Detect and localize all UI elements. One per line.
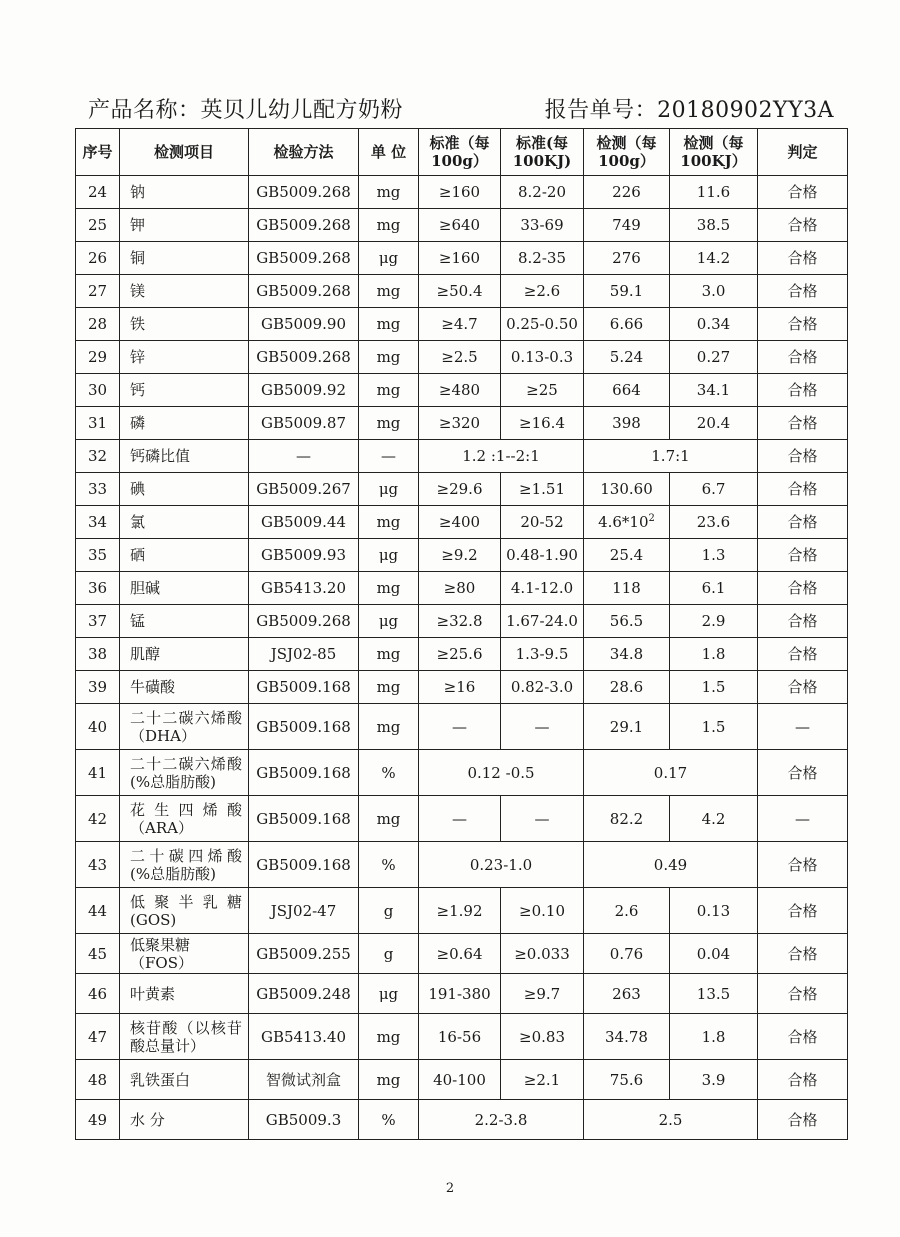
verdict: 合格 [758, 1014, 848, 1060]
standard-per-100g: ≥29.6 [419, 473, 501, 506]
unit: — [359, 440, 419, 473]
test-item [120, 750, 249, 796]
standard-value: 0.23-1.0 [419, 842, 584, 888]
standard-per-100g: ≥0.64 [419, 934, 501, 974]
test-item: 锌 [120, 341, 249, 374]
verdict: 合格 [758, 341, 848, 374]
col-header-test-100kj: 检测（每100KJ） [670, 129, 758, 176]
test-method: GB5009.255 [249, 934, 359, 974]
verdict: — [758, 704, 848, 750]
verdict: — [758, 796, 848, 842]
test-per-100g: 664 [584, 374, 670, 407]
test-method: GB5009.268 [249, 341, 359, 374]
test-per-100g: 398 [584, 407, 670, 440]
verdict: 合格 [758, 275, 848, 308]
table-row [76, 539, 848, 572]
test-item [120, 842, 249, 888]
standard-per-100kj: ≥0.10 [501, 888, 584, 934]
table-row [76, 1100, 848, 1140]
test-method: GB5009.93 [249, 539, 359, 572]
standard-per-100kj: ≥16.4 [501, 407, 584, 440]
test-method: GB5009.168 [249, 704, 359, 750]
test-item: 叶黄素 [120, 974, 249, 1014]
row-number: 42 [76, 796, 120, 842]
table-row [76, 842, 848, 888]
verdict: 合格 [758, 176, 848, 209]
test-per-100g: 28.6 [584, 671, 670, 704]
test-per-100g: 2.6 [584, 888, 670, 934]
test-per-100g: 25.4 [584, 539, 670, 572]
standard-per-100kj: 4.1-12.0 [501, 572, 584, 605]
test-per-100g: 130.60 [584, 473, 670, 506]
table-row [76, 638, 848, 671]
test-item: 钠 [120, 176, 249, 209]
standard-per-100g: ≥4.7 [419, 308, 501, 341]
standard-per-100g: ≥32.8 [419, 605, 501, 638]
test-item: 水 分 [120, 1100, 249, 1140]
row-number: 46 [76, 974, 120, 1014]
standard-value: 0.12 -0.5 [419, 750, 584, 796]
test-method: GB5413.20 [249, 572, 359, 605]
row-number: 40 [76, 704, 120, 750]
standard-per-100g: 16-56 [419, 1014, 501, 1060]
test-item: 钾 [120, 209, 249, 242]
col-header-no: 序号 [76, 129, 120, 176]
test-item: 低聚果糖（FOS） [120, 934, 249, 974]
test-item: 镁 [120, 275, 249, 308]
row-number: 35 [76, 539, 120, 572]
test-per-100kj: 1.5 [670, 671, 758, 704]
unit: mg [359, 176, 419, 209]
unit: mg [359, 638, 419, 671]
table-row [76, 242, 848, 275]
test-per-100g: 34.78 [584, 1014, 670, 1060]
unit: mg [359, 1060, 419, 1100]
standard-per-100kj: 1.67-24.0 [501, 605, 584, 638]
table-row [76, 209, 848, 242]
standard-per-100kj: ≥2.1 [501, 1060, 584, 1100]
col-header-std-100kj: 标准(每100KJ) [501, 129, 584, 176]
row-number: 24 [76, 176, 120, 209]
test-per-100kj: 3.0 [670, 275, 758, 308]
col-header-test-100g: 检测（每100g） [584, 129, 670, 176]
row-number: 45 [76, 934, 120, 974]
unit: % [359, 842, 419, 888]
test-per-100g: 29.1 [584, 704, 670, 750]
test-method: GB5009.168 [249, 750, 359, 796]
verdict: 合格 [758, 671, 848, 704]
test-method: GB5413.40 [249, 1014, 359, 1060]
standard-per-100kj: ≥1.51 [501, 473, 584, 506]
test-per-100kj: 23.6 [670, 506, 758, 539]
standard-per-100kj: ≥25 [501, 374, 584, 407]
table-row [76, 796, 848, 842]
test-item-line2: （DHA） [130, 726, 196, 745]
test-per-100kj: 2.9 [670, 605, 758, 638]
test-item-line1: 低聚半乳糖 [130, 892, 242, 911]
table-row [76, 341, 848, 374]
row-number: 41 [76, 750, 120, 796]
test-per-100kj: 34.1 [670, 374, 758, 407]
verdict: 合格 [758, 473, 848, 506]
col-header-method: 检验方法 [249, 129, 359, 176]
row-number: 48 [76, 1060, 120, 1100]
standard-per-100kj: 20-52 [501, 506, 584, 539]
standard-per-100g: ≥80 [419, 572, 501, 605]
test-item-line2: (GOS) [130, 910, 177, 929]
test-item [120, 888, 249, 934]
row-number: 29 [76, 341, 120, 374]
test-method: GB5009.268 [249, 176, 359, 209]
table-row [76, 572, 848, 605]
table-row [76, 888, 848, 934]
standard-per-100g: 191-380 [419, 974, 501, 1014]
row-number: 38 [76, 638, 120, 671]
unit: μg [359, 539, 419, 572]
row-number: 36 [76, 572, 120, 605]
table-row [76, 176, 848, 209]
unit: g [359, 888, 419, 934]
test-per-100kj: 4.2 [670, 796, 758, 842]
test-method: GB5009.3 [249, 1100, 359, 1140]
standard-per-100kj: ≥0.033 [501, 934, 584, 974]
standard-per-100g: ≥160 [419, 242, 501, 275]
test-per-100kj: 3.9 [670, 1060, 758, 1100]
standard-per-100kj: — [501, 704, 584, 750]
test-method: JSJ02-85 [249, 638, 359, 671]
unit: % [359, 750, 419, 796]
verdict: 合格 [758, 539, 848, 572]
test-per-100g: 749 [584, 209, 670, 242]
test-method: GB5009.44 [249, 506, 359, 539]
row-number: 44 [76, 888, 120, 934]
test-per-100kj: 0.04 [670, 934, 758, 974]
test-item: 氯 [120, 506, 249, 539]
test-item: 锰 [120, 605, 249, 638]
standard-per-100kj: ≥2.6 [501, 275, 584, 308]
col-header-verdict: 判定 [758, 129, 848, 176]
standard-per-100kj: 8.2-20 [501, 176, 584, 209]
table-row [76, 750, 848, 796]
row-number: 37 [76, 605, 120, 638]
test-item: 硒 [120, 539, 249, 572]
verdict: 合格 [758, 440, 848, 473]
unit: mg [359, 341, 419, 374]
standard-per-100kj: ≥0.83 [501, 1014, 584, 1060]
test-per-100g: 276 [584, 242, 670, 275]
test-per-100g: 5.24 [584, 341, 670, 374]
test-value: 0.49 [584, 842, 758, 888]
row-number: 47 [76, 1014, 120, 1060]
test-per-100g: 59.1 [584, 275, 670, 308]
test-item-line1: 二十二碳六烯酸 [130, 754, 242, 773]
test-per-100kj: 1.8 [670, 1014, 758, 1060]
table-row [76, 473, 848, 506]
test-item: 牛磺酸 [120, 671, 249, 704]
row-number: 32 [76, 440, 120, 473]
row-number: 28 [76, 308, 120, 341]
test-per-100kj: 13.5 [670, 974, 758, 1014]
test-item-line2: （ARA） [130, 818, 193, 837]
row-number: 43 [76, 842, 120, 888]
test-per-100g: 34.8 [584, 638, 670, 671]
table-row [76, 605, 848, 638]
standard-per-100g: ≥50.4 [419, 275, 501, 308]
test-item [120, 1014, 249, 1060]
value-exponent: 2 [648, 513, 655, 524]
col-header-unit: 单 位 [359, 129, 419, 176]
table-row [76, 374, 848, 407]
test-item: 磷 [120, 407, 249, 440]
test-per-100g: 0.76 [584, 934, 670, 974]
standard-per-100g: ≥1.92 [419, 888, 501, 934]
test-item: 乳铁蛋白 [120, 1060, 249, 1100]
row-number: 31 [76, 407, 120, 440]
unit: mg [359, 209, 419, 242]
verdict: 合格 [758, 209, 848, 242]
test-method: GB5009.268 [249, 209, 359, 242]
standard-per-100kj: 0.48-1.90 [501, 539, 584, 572]
standard-per-100g: — [419, 796, 501, 842]
test-per-100kj: 1.5 [670, 704, 758, 750]
standard-per-100kj: 8.2-35 [501, 242, 584, 275]
row-number: 30 [76, 374, 120, 407]
test-method: — [249, 440, 359, 473]
test-method: GB5009.168 [249, 842, 359, 888]
table-row [76, 704, 848, 750]
test-method: GB5009.168 [249, 671, 359, 704]
test-method: GB5009.248 [249, 974, 359, 1014]
test-per-100kj: 0.13 [670, 888, 758, 934]
row-number: 33 [76, 473, 120, 506]
unit: mg [359, 796, 419, 842]
row-number: 27 [76, 275, 120, 308]
col-header-std-100g: 标准（每100g） [419, 129, 501, 176]
standard-per-100kj: — [501, 796, 584, 842]
test-item-line2: (%总脂肪酸) [130, 772, 216, 791]
standard-per-100g: ≥25.6 [419, 638, 501, 671]
verdict: 合格 [758, 888, 848, 934]
standard-per-100kj: 0.82-3.0 [501, 671, 584, 704]
test-method: GB5009.268 [249, 605, 359, 638]
test-method: GB5009.87 [249, 407, 359, 440]
test-method: GB5009.92 [249, 374, 359, 407]
verdict: 合格 [758, 1060, 848, 1100]
standard-per-100kj: 33-69 [501, 209, 584, 242]
standard-per-100g: ≥9.2 [419, 539, 501, 572]
test-per-100kj: 0.34 [670, 308, 758, 341]
table-header-row [76, 129, 848, 176]
unit: mg [359, 671, 419, 704]
test-per-100kj: 38.5 [670, 209, 758, 242]
test-item: 钙 [120, 374, 249, 407]
test-item-line1: 花生四烯酸 [130, 800, 242, 819]
standard-per-100kj: 0.13-0.3 [501, 341, 584, 374]
standard-per-100kj: ≥9.7 [501, 974, 584, 1014]
verdict: 合格 [758, 638, 848, 671]
product-name: 产品名称：英贝儿幼儿配方奶粉 [88, 98, 404, 123]
test-item-line1: 核苷酸（以核苷 [130, 1018, 242, 1037]
standard-per-100g: ≥2.5 [419, 341, 501, 374]
unit: mg [359, 572, 419, 605]
verdict: 合格 [758, 374, 848, 407]
verdict: 合格 [758, 506, 848, 539]
test-item: 肌醇 [120, 638, 249, 671]
row-number: 34 [76, 506, 120, 539]
test-per-100g [584, 506, 670, 539]
test-item-line1: 二十碳四烯酸 [130, 846, 242, 865]
table-row [76, 308, 848, 341]
table-row [76, 407, 848, 440]
standard-per-100kj: 0.25-0.50 [501, 308, 584, 341]
report-header [88, 90, 834, 124]
unit: g [359, 934, 419, 974]
test-method: GB5009.90 [249, 308, 359, 341]
verdict: 合格 [758, 407, 848, 440]
test-method: GB5009.267 [249, 473, 359, 506]
test-per-100kj: 6.7 [670, 473, 758, 506]
test-method: JSJ02-47 [249, 888, 359, 934]
standard-per-100g: ≥160 [419, 176, 501, 209]
unit: mg [359, 506, 419, 539]
table-row [76, 671, 848, 704]
test-item: 铁 [120, 308, 249, 341]
verdict: 合格 [758, 974, 848, 1014]
verdict: 合格 [758, 934, 848, 974]
test-value: 0.17 [584, 750, 758, 796]
unit: μg [359, 242, 419, 275]
test-per-100g: 263 [584, 974, 670, 1014]
standard-per-100g: ≥320 [419, 407, 501, 440]
standard-per-100g: ≥400 [419, 506, 501, 539]
verdict: 合格 [758, 605, 848, 638]
unit: μg [359, 473, 419, 506]
test-method: GB5009.268 [249, 242, 359, 275]
test-per-100kj: 11.6 [670, 176, 758, 209]
test-item: 铜 [120, 242, 249, 275]
table-row [76, 275, 848, 308]
test-per-100kj: 1.3 [670, 539, 758, 572]
verdict: 合格 [758, 1100, 848, 1140]
test-per-100kj: 20.4 [670, 407, 758, 440]
test-per-100kj: 1.8 [670, 638, 758, 671]
standard-value: 2.2-3.8 [419, 1100, 584, 1140]
test-method: GB5009.168 [249, 796, 359, 842]
unit: μg [359, 974, 419, 1014]
row-number: 49 [76, 1100, 120, 1140]
unit: mg [359, 308, 419, 341]
standard-per-100g: ≥16 [419, 671, 501, 704]
value-base: 4.6*10 [598, 513, 649, 531]
verdict: 合格 [758, 842, 848, 888]
col-header-item: 检测项目 [120, 129, 249, 176]
standard-value: 1.2 :1--2:1 [419, 440, 584, 473]
test-per-100g: 75.6 [584, 1060, 670, 1100]
table-row [76, 1014, 848, 1060]
verdict: 合格 [758, 572, 848, 605]
test-item [120, 704, 249, 750]
test-value: 2.5 [584, 1100, 758, 1140]
test-value: 1.7:1 [584, 440, 758, 473]
test-method: GB5009.268 [249, 275, 359, 308]
standard-per-100g: — [419, 704, 501, 750]
verdict: 合格 [758, 242, 848, 275]
unit: mg [359, 704, 419, 750]
verdict: 合格 [758, 750, 848, 796]
verdict: 合格 [758, 308, 848, 341]
test-item [120, 796, 249, 842]
test-method: 智微试剂盒 [249, 1060, 359, 1100]
standard-per-100g: ≥640 [419, 209, 501, 242]
test-item: 胆碱 [120, 572, 249, 605]
test-per-100g: 118 [584, 572, 670, 605]
test-per-100kj: 6.1 [670, 572, 758, 605]
page-number: 2 [445, 1181, 455, 1196]
test-per-100g: 226 [584, 176, 670, 209]
standard-per-100g: 40-100 [419, 1060, 501, 1100]
test-item-line1: 二十二碳六烯酸 [130, 708, 242, 727]
unit: % [359, 1100, 419, 1140]
row-number: 39 [76, 671, 120, 704]
table-row [76, 1060, 848, 1100]
unit: mg [359, 407, 419, 440]
unit: mg [359, 275, 419, 308]
unit: μg [359, 605, 419, 638]
table-row [76, 974, 848, 1014]
test-per-100g: 6.66 [584, 308, 670, 341]
standard-per-100g: ≥480 [419, 374, 501, 407]
report-number: 报告单号：20180902YY3A [544, 98, 834, 123]
test-per-100kj: 14.2 [670, 242, 758, 275]
table-row [76, 506, 848, 539]
standard-per-100kj: 1.3-9.5 [501, 638, 584, 671]
test-item-line2: (%总脂肪酸) [130, 864, 216, 883]
unit: mg [359, 1014, 419, 1060]
table-row [76, 440, 848, 473]
test-per-100g: 56.5 [584, 605, 670, 638]
test-per-100kj: 0.27 [670, 341, 758, 374]
row-number: 25 [76, 209, 120, 242]
table-row [76, 934, 848, 974]
test-per-100g: 82.2 [584, 796, 670, 842]
test-item: 碘 [120, 473, 249, 506]
unit: mg [359, 374, 419, 407]
row-number: 26 [76, 242, 120, 275]
test-item-line2: 酸总量计） [130, 1036, 206, 1055]
inspection-table [75, 128, 848, 1140]
test-item: 钙磷比值 [120, 440, 249, 473]
